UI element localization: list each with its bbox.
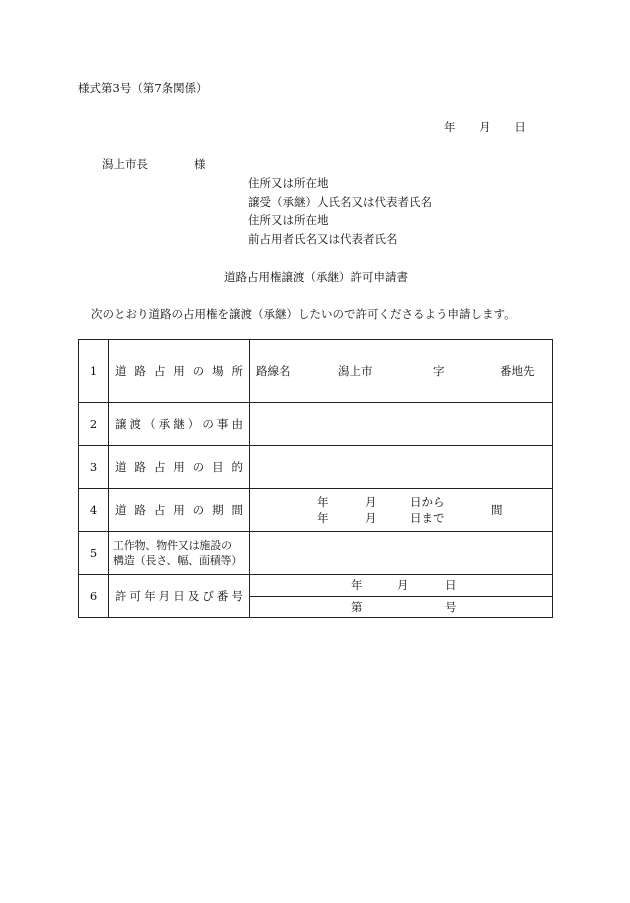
document-title-text: 道路占用権譲渡（承継）許可申請書: [224, 270, 408, 284]
occupancy-location-label: 道路占用の場所: [115, 364, 243, 378]
row-label: [109, 446, 250, 489]
form-number: 様式第3号（第7条関係）: [78, 81, 208, 95]
row-label: [109, 489, 250, 532]
transfer-reason-label: 譲渡（承継）の事由: [115, 417, 243, 431]
application-date: [444, 120, 526, 134]
table-row: [79, 575, 553, 597]
route-name-label: 路線名: [256, 364, 291, 378]
period-start-day: 日から: [410, 495, 445, 509]
period-start-year: 年: [317, 495, 329, 509]
application-table: [78, 339, 553, 618]
structure-label-line1: 工作物、物件又は施設の: [113, 539, 232, 552]
city-label: 潟上市: [338, 364, 373, 378]
date-year: 年: [444, 120, 456, 134]
occupancy-location-field[interactable]: [250, 340, 553, 403]
table-row: [79, 489, 553, 532]
period-end-month: 月: [365, 511, 377, 525]
permit-date-field[interactable]: [250, 575, 553, 597]
table-row: [79, 532, 553, 575]
period-start-month: 月: [365, 495, 377, 509]
row-number: 4: [79, 489, 109, 532]
row-number: 3: [79, 446, 109, 489]
previous-occupant-name-label: 前占用者氏名又は代表者氏名: [248, 232, 398, 246]
structure-field[interactable]: [250, 532, 553, 575]
transferee-name-label: 譲受（承継）人氏名又は代表者氏名: [248, 195, 432, 209]
addressee-name: 潟上市長: [102, 157, 148, 171]
row-number: 6: [79, 575, 109, 618]
period-duration-label: 間: [491, 503, 503, 517]
row-label: [109, 532, 250, 575]
occupancy-purpose-field[interactable]: [250, 446, 553, 489]
transferee-address-label: 住所又は所在地: [248, 176, 329, 190]
row-label: [109, 340, 250, 403]
table-row: [79, 446, 553, 489]
row-label: [109, 403, 250, 446]
date-month: 月: [479, 120, 491, 134]
transfer-reason-field[interactable]: [250, 403, 553, 446]
row-number: 1: [79, 340, 109, 403]
date-day: 日: [514, 120, 526, 134]
period-end-day: 日まで: [410, 511, 445, 525]
permit-year: 年: [351, 578, 363, 592]
occupancy-period-label: 道路占用の期間: [115, 503, 243, 517]
previous-occupant-address-label: 住所又は所在地: [248, 213, 329, 227]
permit-number-suffix: 号: [445, 600, 457, 614]
addressee: [102, 157, 206, 171]
permit-day: 日: [445, 578, 457, 592]
row-number: 2: [79, 403, 109, 446]
period-end-year: 年: [317, 511, 329, 525]
table-row: [79, 403, 553, 446]
document-title: [0, 270, 630, 284]
permit-month: 月: [397, 578, 409, 592]
occupancy-purpose-label: 道路占用の目的: [115, 460, 243, 474]
table-row: [79, 340, 553, 403]
permit-number-field[interactable]: [250, 597, 553, 618]
structure-label-line2: 構造（長さ、幅、面積等）: [113, 554, 243, 567]
permit-number-prefix: 第: [351, 600, 363, 614]
aza-label: 字: [433, 364, 445, 378]
intro-text: 次のとおり道路の占用権を譲渡（承継）したいので許可くださるよう申請します。: [91, 307, 516, 321]
row-label: [109, 575, 250, 618]
occupancy-period-field[interactable]: [250, 489, 553, 532]
permit-date-number-label: 許可年月日及び番号: [115, 589, 243, 603]
row-number: 5: [79, 532, 109, 575]
addressee-honorific: 様: [194, 157, 206, 171]
banchi-label: 番地先: [500, 364, 535, 378]
